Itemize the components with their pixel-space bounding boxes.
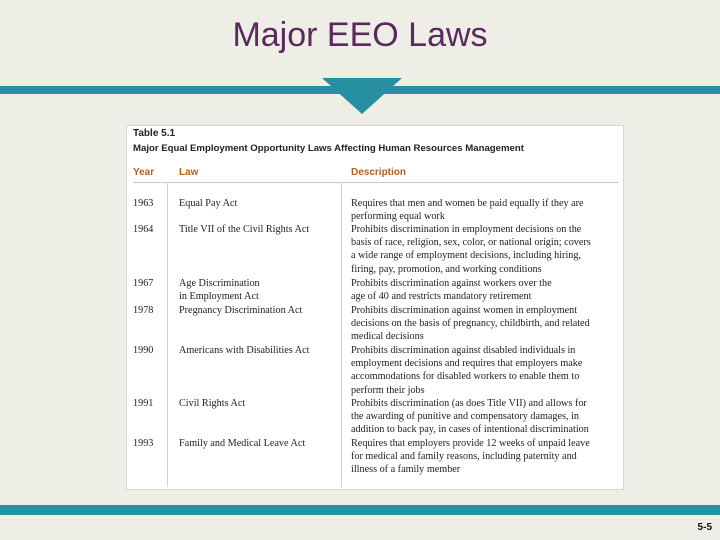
row-description: firing, pay, promotion, and working conditions: [351, 263, 542, 275]
header-law: Law: [179, 167, 199, 178]
row-description: the awarding of punitive and compensatory damages, in: [351, 411, 580, 423]
row-description: for medical and family reasons, including paternity and: [351, 451, 577, 463]
row-law: Age Discrimination: [179, 278, 260, 289]
eeo-laws-table: [126, 125, 624, 490]
header-year: Year: [133, 167, 155, 178]
down-triangle-pointer: [322, 78, 402, 114]
row-year: 1990: [133, 345, 154, 356]
row-year: 1964: [133, 224, 154, 235]
row-year: 1978: [133, 305, 154, 316]
row-description: Prohibits discrimination against disabled individuals in: [351, 345, 576, 356]
row-description: perform their jobs: [351, 384, 425, 396]
column-divider-2: [341, 182, 342, 487]
row-description: basis of race, religion, sex, color, or national origin; covers: [351, 237, 591, 249]
column-divider-1: [167, 182, 168, 487]
row-description: decisions on the basis of pregnancy, childbirth, and related: [351, 318, 590, 330]
row-year: 1991: [133, 398, 154, 409]
row-law: Civil Rights Act: [179, 398, 246, 409]
row-description: Prohibits discrimination (as does Title VII) and allows for: [351, 398, 587, 409]
row-year: 1967: [133, 278, 154, 289]
bottom-accent-band: [0, 505, 720, 515]
header-description: Description: [351, 167, 407, 178]
row-description: accommodations for disabled workers to enable them to: [351, 371, 580, 383]
row-law: Pregnancy Discrimination Act: [179, 305, 303, 316]
row-description: a wide range of employment decisions, including hiring,: [351, 250, 582, 262]
page-number: 5-5: [697, 522, 712, 533]
row-description: employment decisions and requires that employers make: [351, 358, 583, 370]
row-description: Prohibits discrimination against workers over the: [351, 278, 552, 289]
row-description: medical decisions: [351, 331, 424, 343]
row-description: Prohibits discrimination in employment decisions on the: [351, 224, 582, 235]
row-description: Prohibits discrimination against women in employment: [351, 305, 578, 316]
header-rule: [133, 182, 619, 183]
row-law: Americans with Disabilities Act: [179, 345, 310, 356]
row-description: performing equal work: [351, 211, 445, 223]
table-number: Table 5.1: [133, 128, 176, 139]
row-year: 1963: [133, 198, 154, 209]
row-description: addition to back pay, in cases of intentional discrimination: [351, 424, 589, 436]
row-law: in Employment Act: [179, 291, 259, 303]
row-law: Title VII of the Civil Rights Act: [179, 224, 310, 235]
row-description: age of 40 and restricts mandatory retirement: [351, 291, 532, 303]
table-caption: Major Equal Employment Opportunity Laws Affecting Human Resources Management: [133, 143, 524, 154]
row-year: 1993: [133, 438, 154, 449]
row-description: Requires that employers provide 12 weeks of unpaid leave: [351, 438, 590, 449]
row-description: Requires that men and women be paid equally if they are: [351, 198, 584, 209]
row-law: Equal Pay Act: [179, 198, 238, 209]
slide-title: Major EEO Laws: [232, 16, 488, 54]
row-description: illness of a family member: [351, 464, 461, 476]
row-law: Family and Medical Leave Act: [179, 438, 306, 449]
